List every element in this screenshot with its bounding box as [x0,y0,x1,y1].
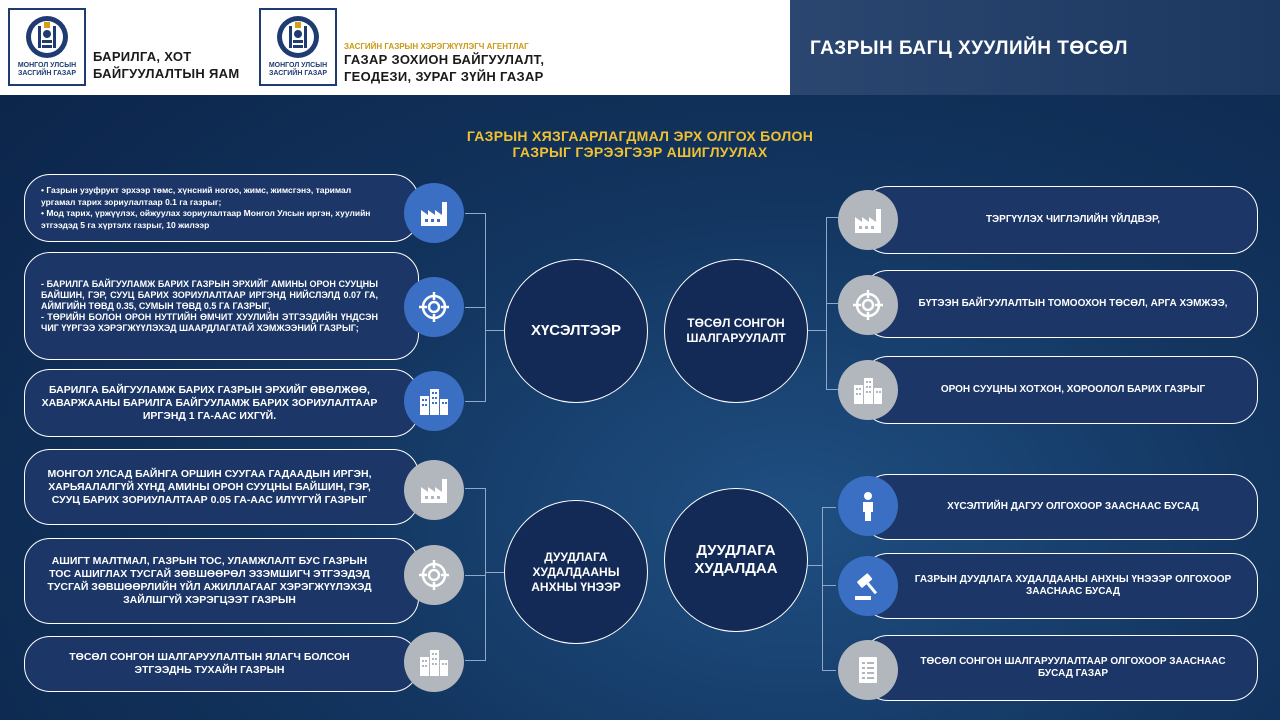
right-item-text: ХҮСЭЛТИЙН ДАГУУ ОЛГОХООР ЗААСНААС БУСАД [947,501,1199,512]
buildings-icon [838,360,898,420]
right-item-text: ОРОН СУУЦНЫ ХОТХОН, ХОРООЛОЛ БАРИХ ГАЗРЫГ [940,384,1206,395]
target-icon [404,277,464,337]
right-item-text: ТЭРГҮҮЛЭХ ЧИГЛЭЛИЙН ҮЙЛДВЭР, [985,214,1161,225]
left-item-usufruct [24,174,419,242]
left-item-project-winner [24,636,419,692]
factory-icon [404,183,464,243]
left-item-winter-camp [24,369,419,437]
agency-label: ЗАСГИЙН ГАЗРЫН ХЭРЭГЖҮҮЛЭГЧ АГЕНТЛАГ [344,42,529,51]
left-item-text: БАРИЛГА БАЙГУУЛАМЖ БАРИХ ГАЗРЫН ЭРХИЙГ ӨВӨЛЖӨӨ, ХАВАРЖААНЫ БАРИЛГА БАЙГУУЛАМЖ БАРИХ ЗОРИУЛАЛТААР ИРГЭНД 1 ГА-ААС ИХГҮЙ. [41,383,378,422]
right-item-text: БҮТЭЭН БАЙГУУЛАЛТЫН ТОМООХОН ТӨСӨЛ, АРГА ХЭМЖЭЭ, [918,298,1228,309]
left-item-text: • Газрын узуфрукт эрхээр төмс, хүнсний ногоо, жимс, жимсгэнэ, таримал ургамал тарих зориулалтаар 0.1 га газрыг; • Мод тарих, үржүүлэх, ойжуулах зориулалтаар Монгол Улсын иргэн, хуулийн этгээдэд 5 га хүртэлх газрыг, 10 жилээр [41,185,371,230]
emblem-caption: МОНГОЛ УЛСЫН ЗАСГИЙН ГАЗАР [17,62,77,77]
soyombo-emblem-icon [275,14,321,60]
gavel-icon [838,556,898,616]
right-item-text: ГАЗРЫН ДУУДЛАГА ХУДАЛДААНЫ АНХНЫ ҮНЭЭЭР ОЛГОХООР ЗААСНААС БУСАД [914,574,1232,597]
buildings-icon [404,371,464,431]
right-item-except-request [862,474,1258,540]
ministry-name: БАРИЛГА, ХОТ БАЙГУУЛАЛТЫН ЯАМ [93,49,240,81]
right-item-text: ТӨСӨЛ СОНГОН ШАЛГАРУУЛАЛТААР ОЛГОХООР ЗААСНААС БУСАД ГАЗАР [920,656,1226,679]
factory-icon [404,460,464,520]
page-title: ГАЗРЫН БАГЦ ХУУЛИЙН ТӨСӨЛ [810,38,1129,59]
government-emblem-logo-2 [259,8,337,86]
right-item-major-projects [862,270,1258,338]
factory-icon [838,190,898,250]
left-item-residential-land [24,252,419,360]
right-item-housing-district [862,356,1258,424]
soyombo-emblem-icon [24,14,70,60]
left-item-text: - БАРИЛГА БАЙГУУЛАМЖ БАРИХ ГАЗРЫН ЭРХИЙГ АМИНЫ ОРОН СУУЦНЫ БАЙШИН, ГЭР, СУУЦ БАРИХ ЗОРИУЛАЛТААР ИРГЭНД НИЙСЛЭЛД 0.07 ГА, АЙМГИЙН ТӨВД 0.35, СУМЫН ТӨВД 0.5 ГА ГАЗРЫГ, - ТӨРИЙН БОЛОН ОРОН НУТГИЙН ӨМЧИТ ХУУЛИЙН ЭТГЭЭДИЙН ҮНДСЭН ЧИГ ҮҮРГЭЭ ХЭРЭГЖҮҮЛЭХЭД ШААРДЛАГАТАЙ ХЭМЖЭЭНИЙ ГАЗРЫГ; [41,278,378,333]
buildings-icon [404,632,464,692]
circle-auction-start-price: ДУУДЛАГА ХУДАЛДААНЫ АНХНЫ ҮНЭЭР [504,500,648,644]
agency-name: ГАЗАР ЗОХИОН БАЙГУУЛАЛТ, ГЕОДЕЗИ, ЗУРАГ ЗҮЙН ГАЗАР [344,52,545,84]
left-item-foreign-resident [24,449,419,525]
right-item-except-project-selection [862,635,1258,701]
left-item-text: АШИГТ МАЛТМАЛ, ГАЗРЫН ТОС, УЛАМЖЛАЛТ БУС ГАЗРЫН ТОС АШИГЛАХ ТУСГАЙ ЗӨВШӨӨРӨЛ ЭЗЭМШИГЧ ЭТГЭЭДЭД ТУСГАЙ ЗӨВШӨӨРЛИЙН ҮЙЛ АЖИЛЛАГААГ ХЭРЭГЖҮҮЛЭХЭД ЗАЙЛШГҮЙ ХЭРЭГЦЭЭТ ГАЗРЫН [47,555,372,606]
circle-by-request: ХҮСЭЛТЭЭР [504,259,648,403]
emblem-caption: МОНГОЛ УЛСЫН ЗАСГИЙН ГАЗАР [268,62,328,77]
circle-project-selection: ТӨСӨЛ СОНГОН ШАЛГАРУУЛАЛТ [664,259,808,403]
left-item-text: ТӨСӨЛ СОНГОН ШАЛГАРУУЛАЛТЫН ЯЛАГЧ БОЛСОН ЭТГЭЭДНЬ ТУХАЙН ГАЗРЫН [69,651,350,676]
target-icon [404,545,464,605]
government-emblem-logo [8,8,86,86]
target-icon [838,275,898,335]
document-icon [838,640,898,700]
right-item-except-auction-price [862,553,1258,619]
person-icon [838,476,898,536]
circle-auction: ДУУДЛАГА ХУДАЛДАА [664,488,808,632]
subtitle: ГАЗРЫН ХЯЗГААРЛАГДМАЛ ЭРХ ОЛГОХ БОЛОН ГАЗРЫГ ГЭРЭЭГЭЭР АШИГЛУУЛАХ [466,128,814,160]
left-item-text: МОНГОЛ УЛСАД БАЙНГА ОРШИН СУУГАА ГАДААДЫН ИРГЭН, ХАРЬЯАЛАЛГҮЙ ХҮНД АМИНЫ ОРОН СУУЦНЫ БАЙШИН, ГЭР, СУУЦ БАРИХ ЗОРИУЛАЛТААР 0.05 ГА-ААС ИЛҮҮГҮЙ ГАЗРЫГ [47,467,372,506]
right-item-priority-industry [862,186,1258,254]
left-item-mining-license [24,538,419,624]
